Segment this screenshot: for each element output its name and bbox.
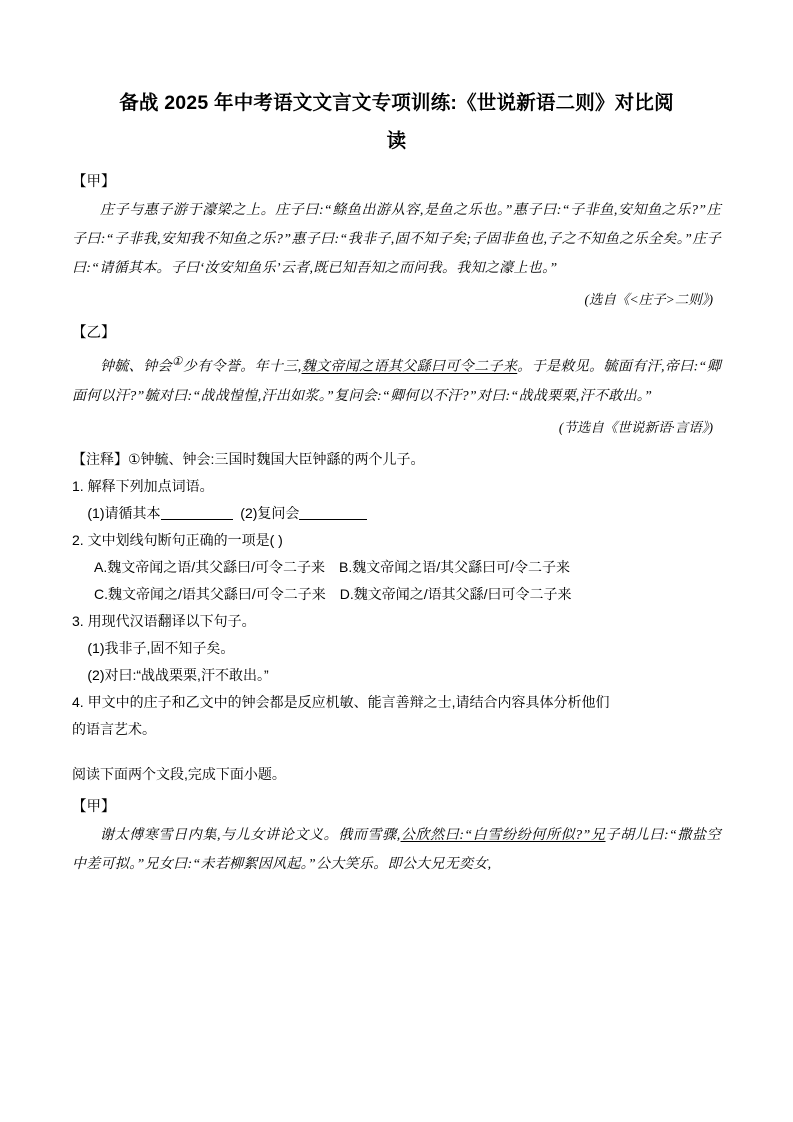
question-2-number: 2. [72, 531, 84, 548]
choice-a[interactable]: A.魏文帝闻之语/其父繇曰/可令二子来 [94, 558, 326, 575]
answer-blank-2[interactable] [299, 504, 367, 520]
passage-b-text-part3: 。于是敕见。毓面有汗,帝曰:“卿面何以汗?”毓对曰:“战战惶惶,汗出如浆。”复问会:“卿何以不汗?”对曰:“战战栗栗,汗不敢出。” [72, 359, 722, 404]
question-3-number: 3. [72, 612, 84, 629]
question-2-choices-row-1 [72, 554, 721, 581]
question-2-choices-row-2 [72, 581, 721, 608]
question-2-text: 文中划线句断句正确的一项是( ) [87, 531, 283, 548]
passage-b-text [72, 347, 721, 411]
choice-b[interactable]: B.魏文帝闻之语/其父繇曰可/令二子来 [339, 558, 571, 575]
question-3-sub2: (2)对曰:“战战栗栗,汗不敢出。” [87, 666, 269, 683]
choice-d[interactable]: D.魏文帝闻之/语其父繇/曰可令二子来 [339, 585, 572, 602]
footnote-marker: ① [171, 355, 183, 368]
answer-blank-1[interactable] [161, 504, 233, 520]
section2-underlined-clause: 公欣然曰:“白雪纷纷何所似?”兄 [400, 827, 606, 843]
question-1-subitems [72, 500, 721, 527]
section2-passage-text [72, 821, 721, 879]
page-title-line1: 备战 2025 年中考语文文言文专项训练:《世说新语二则》对比阅 [119, 92, 674, 114]
passage-a-text: 庄子与惠子游于濠梁之上。庄子曰:“鲦鱼出游从容,是鱼之乐也。”惠子曰:“子非鱼,安知鱼之乐?”庄子曰:“子非我,安知我不知鱼之乐?”惠子曰:“我非子,固不知子矣;子固非鱼也,子之不知鱼之乐全矣。”庄子曰:“请循其本。子曰‘汝安知鱼乐’云者,既已知吾知之而问我。我知之濠上也。” [72, 203, 721, 276]
question-1-sub2: (2)复问会 [240, 504, 300, 521]
question-1-number: 1. [72, 477, 84, 494]
choice-c[interactable]: C.魏文帝闻之/语其父繇曰/可令二子来 [94, 585, 326, 602]
annotation-note: 【注释】①钟毓、钟会:三国时魏国大臣钟繇的两个儿子。 [72, 450, 425, 467]
question-4-number: 4. [72, 693, 84, 710]
section2-text-part2: 子胡儿曰:“撒盐空中差可拟。”兄女曰:“未若柳絮因风起。”公大笑乐。即公大兄无奕女, [72, 827, 721, 872]
passage-a-source: (选自《<庄子>二则》) [584, 292, 713, 307]
question-3-sub1: (1)我非子,固不知子矣。 [87, 639, 235, 656]
section2-intro: 阅读下面两个文段,完成下面小题。 [72, 765, 286, 782]
question-2 [72, 527, 721, 554]
page-title-line2: 读 [386, 130, 407, 152]
passage-b-source: (节选自《世说新语·言语》) [558, 419, 713, 435]
passage-b-text-part2: 少有令誉。年十三, [182, 359, 302, 375]
passage-b-underlined-clause: 魏文帝闻之语其父繇曰可令二子来 [301, 359, 518, 375]
section-spacer [72, 743, 721, 759]
passage-a-label: 【甲】 [72, 174, 116, 190]
question-3 [72, 608, 721, 635]
section2-text-part1: 谢太傅寒雪日内集,与儿女讲论文义。俄而雪骤, [100, 827, 401, 843]
question-4-text: 甲文中的庄子和乙文中的钟会都是反应机敏、能言善辩之士,请结合内容具体分析他们 [87, 693, 610, 710]
passage-b-text-part1: 钟毓、钟会 [100, 359, 172, 375]
section2-passage-label: 【甲】 [72, 798, 116, 815]
page-title [72, 84, 721, 160]
question-1 [72, 473, 721, 500]
question-3-text: 用现代汉语翻译以下句子。 [87, 612, 256, 629]
question-1-sub1: (1)请循其本 [87, 504, 161, 521]
question-4-text-continued: 的语言艺术。 [72, 720, 156, 737]
passage-b-label: 【乙】 [72, 325, 116, 341]
question-4 [72, 689, 721, 716]
question-1-text: 解释下列加点词语。 [87, 477, 214, 494]
